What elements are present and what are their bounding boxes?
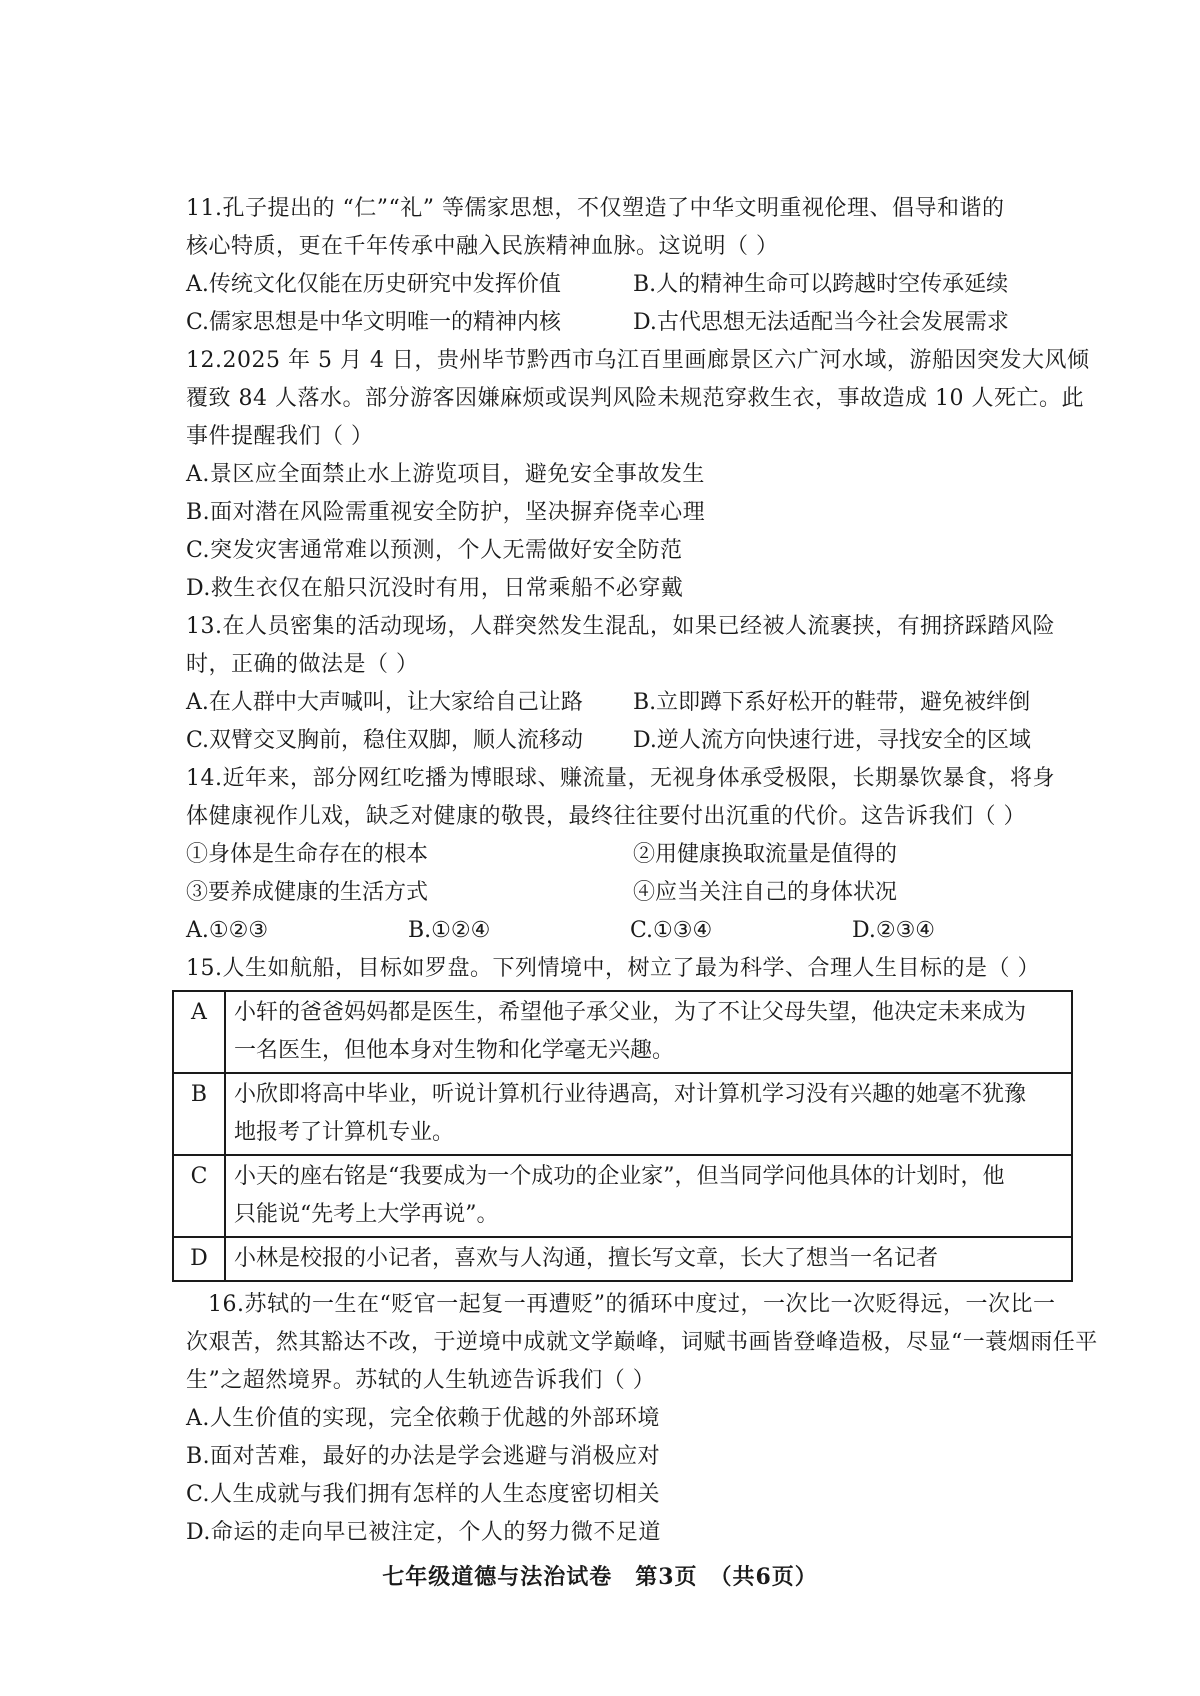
questions — [186, 190, 1098, 1552]
table-row — [173, 1155, 1072, 1237]
question-11 — [186, 190, 1074, 342]
table-row — [173, 1073, 1072, 1155]
option-c: C.突发灾害通常难以预测，个人无需做好安全防范 — [186, 538, 683, 563]
question-stem-line: 体健康视作儿戏，缺乏对健康的敬畏，最终往往要付出沉重的代价。这告诉我们（ ） — [186, 804, 1026, 829]
options-row — [186, 684, 1074, 722]
question-stem-line: 15.人生如航船，目标如罗盘。下列情境中，树立了最为科学、合理人生目标的是（ ） — [186, 956, 1040, 981]
choice-line: 小林是校报的小记者，喜欢与人沟通，擅长写文章，长大了想当一名记者 — [234, 1246, 939, 1271]
options-row — [186, 722, 1074, 760]
choice-text — [225, 1073, 1072, 1155]
option-d: D.②③④ — [852, 918, 936, 943]
option-d: D.古代思想无法适配当今社会发展需求 — [633, 310, 1009, 335]
table-row — [173, 1237, 1072, 1281]
option-b: B.面对潜在风险需重视安全防护，坚决摒弃侥幸心理 — [186, 500, 706, 525]
option-a: A.人生价值的实现，完全依赖于优越的外部环境 — [186, 1406, 660, 1431]
choice-line: 小轩的爸爸妈妈都是医生，希望他子承父业，为了不让父母失望，他决定未来成为 — [234, 1000, 1027, 1025]
page-footer: 七年级道德与法治试卷 第3页 （共6页） — [382, 1564, 818, 1590]
choice-line: 地报考了计算机专业。 — [234, 1120, 455, 1145]
question-stem-line: 14.近年来，部分网红吃播为博眼球、赚流量，无视身体承受极限，长期暴饮暴食，将身 — [186, 766, 1055, 791]
option-d: D.救生衣仅在船只沉没时有用，日常乘船不必穿戴 — [186, 576, 684, 601]
question-stem-line: 13.在人员密集的活动现场，人群突然发生混乱，如果已经被人流裹挟，有拥挤踩踏风险 — [186, 614, 1055, 639]
choice-text — [225, 1155, 1072, 1237]
option-a: A.在人群中大声喊叫，让大家给自己让路 — [186, 690, 583, 715]
question-stem-line: 事件提醒我们（ ） — [186, 424, 374, 449]
options-row — [186, 304, 1074, 342]
question-stem-line: 12.2025 年 5 月 4 日，贵州毕节黔西市乌江百里画廊景区六广河水域，游船因突发大风倾 — [186, 348, 1090, 373]
choice-line: 小天的座右铭是“我要成为一个成功的企业家”，但当同学问他具体的计划时，他 — [234, 1164, 1005, 1189]
statement-3: ③要养成健康的生活方式 — [186, 880, 429, 905]
option-d: D.命运的走向早已被注定，个人的努力微不足道 — [186, 1520, 661, 1545]
question-16 — [186, 1286, 1098, 1552]
option-a: A.景区应全面禁止水上游览项目，避免安全事故发生 — [186, 462, 705, 487]
choice-line: 只能说“先考上大学再说”。 — [234, 1202, 499, 1227]
statement-2: ②用健康换取流量是值得的 — [633, 842, 898, 867]
question-stem-line: 覆致 84 人落水。部分游客因嫌麻烦或误判风险未规范穿救生衣，事故造成 10 人死亡。此 — [186, 386, 1084, 411]
options-row — [186, 912, 1074, 950]
statements-row — [186, 874, 1074, 912]
option-d: D.逆人流方向快速行进，寻找安全的区域 — [633, 728, 1031, 753]
option-b: B.人的精神生命可以跨越时空传承延续 — [633, 272, 1009, 297]
option-c: C.儒家思想是中华文明唯一的精神内核 — [186, 310, 562, 335]
choice-text — [225, 1237, 1072, 1281]
question-13 — [186, 608, 1074, 760]
option-a: A.传统文化仅能在历史研究中发挥价值 — [186, 272, 561, 297]
statement-1: ①身体是生命存在的根本 — [186, 842, 429, 867]
statements-row — [186, 836, 1074, 874]
question-stem-line: 生”之超然境界。苏轼的人生轨迹告诉我们（ ） — [186, 1368, 656, 1393]
choice-letter: A — [173, 991, 225, 1073]
table-row — [173, 991, 1072, 1073]
choice-text — [225, 991, 1072, 1073]
option-a: A.①②③ — [186, 918, 269, 943]
option-b: B.①②④ — [408, 918, 491, 943]
choice-line: 小欣即将高中毕业，听说计算机行业待遇高，对计算机学习没有兴趣的她毫不犹豫 — [234, 1082, 1027, 1107]
choice-letter: D — [173, 1237, 225, 1281]
option-b: B.立即蹲下系好松开的鞋带，避免被绊倒 — [633, 690, 1031, 715]
question-14 — [186, 760, 1074, 950]
choices-table — [172, 990, 1073, 1282]
question-stem-line: 16.苏轼的一生在“贬官一起复一再遭贬”的循环中度过，一次比一次贬得远，一次比一 — [208, 1292, 1056, 1317]
option-c: C.人生成就与我们拥有怎样的人生态度密切相关 — [186, 1482, 661, 1507]
question-stem-line: 核心特质，更在千年传承中融入民族精神血脉。这说明（ ） — [186, 234, 779, 259]
choice-line: 一名医生，但他本身对生物和化学毫无兴趣。 — [234, 1038, 675, 1063]
question-stem-line: 11.孔子提出的 “仁”“礼” 等儒家思想，不仅塑造了中华文明重视伦理、倡导和谐的 — [186, 196, 1005, 221]
question-stem-line: 时，正确的做法是（ ） — [186, 652, 419, 677]
choice-letter: C — [173, 1155, 225, 1237]
question-12 — [186, 342, 1090, 608]
choice-letter: B — [173, 1073, 225, 1155]
option-c: C.双臂交叉胸前，稳住双脚，顺人流移动 — [186, 728, 584, 753]
options-row — [186, 266, 1074, 304]
question-stem-line: 次艰苦，然其豁达不改，于逆境中成就文学巅峰，词赋书画皆登峰造极，尽显“一蓑烟雨任平 — [186, 1330, 1098, 1355]
question-15 — [186, 950, 1074, 1282]
option-c: C.①③④ — [630, 918, 713, 943]
statement-4: ④应当关注自己的身体状况 — [633, 880, 898, 905]
option-b: B.面对苦难，最好的办法是学会逃避与消极应对 — [186, 1444, 661, 1469]
